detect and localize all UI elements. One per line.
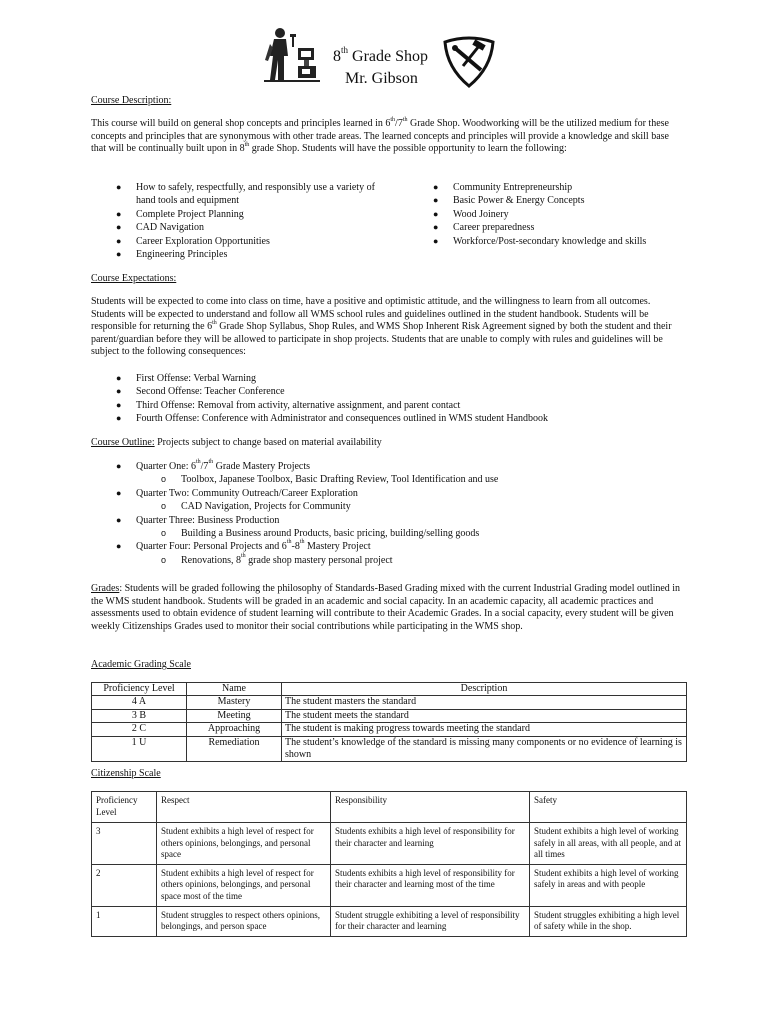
list-item: ● Quarter Two: Community Outreach/Career Exploration xyxy=(116,487,358,499)
list-item: ● Fourth Offense: Conference with Administrator and consequences outlined in WMS student Handbook xyxy=(116,413,549,425)
academic-scale-heading: Academic Grading Scale xyxy=(91,659,191,670)
list-item: ● Engineering Principles xyxy=(116,249,228,261)
course-outline-list xyxy=(116,459,696,567)
table-row: 2 Student exhibits a high level of respect for others opinions, belongings, and personal space most of the time Students exhibits a high level of responsibility for their character and learning most of the time Student exhibits a high level of working safely in areas and with people xyxy=(92,864,687,906)
list-item: ● Workforce/Post-secondary knowledge and skills xyxy=(433,235,647,247)
list-item: o Renovations, 8th grade shop mastery personal project xyxy=(161,552,393,566)
list-item: ● Third Offense: Removal from activity, alternative assignment, and parent contact xyxy=(116,399,461,411)
course-expectations-text: Students will be expected to come into class on time, have a positive and optimistic attitude, and the willingness to learn from all outcomes. Students will be expected to understand and follow all WMS school rules and guidelines outlined in the student handbook. Students will be responsible for returning the 6th Grade Shop Syllabus, Shop Rules, and WMS Shop Inherent Risk Agreement signed by both the student and their parent/guardian before they will be allowed to participate in shop projects. Students that are unable to comply with rules and guidelines will be subject to the following consequences: xyxy=(91,296,672,358)
table-row: 4 A Mastery The student masters the standard xyxy=(92,696,687,709)
table-row: 1 U Remediation The student’s knowledge of the standard is missing many components or no evidence of learning is shown xyxy=(92,736,687,762)
academic-grading-table xyxy=(91,682,687,762)
list-item: ● Wood Joinery xyxy=(433,208,509,220)
list-item: ● CAD Navigation xyxy=(116,222,205,234)
list-item: o CAD Navigation, Projects for Community xyxy=(161,501,351,513)
consequences-list xyxy=(116,372,696,426)
list-item: ● How to safely, respectfully, and responsibly use a variety of hand tools and equipment xyxy=(116,182,375,207)
course-description-text: This course will build on general shop concepts and principles learned in 6th/7th Grade Shop. Woodworking will be the utilized medium for these concepts and principles that are synonymous with other trade areas. The learned concepts and principles will provide a knowledge and skill base that will be continually built upon in 8th grade Shop. Students will have the possible opportunity to learn the following: xyxy=(91,117,669,155)
course-description-heading: Course Description: xyxy=(91,95,172,106)
worker-logo xyxy=(262,26,324,84)
list-item: ● First Offense: Verbal Warning xyxy=(116,373,257,384)
list-item: o Toolbox, Japanese Toolbox, Basic Drafting Review, Tool Identification and use xyxy=(161,474,499,486)
list-item: ● Complete Project Planning xyxy=(116,208,244,220)
learning-list-right xyxy=(433,181,693,248)
table-row: 3 B Meeting The student meets the standard xyxy=(92,709,687,722)
citizenship-scale-heading: Citizenship Scale xyxy=(91,768,161,779)
list-item: ● Career Exploration Opportunities xyxy=(116,235,270,247)
course-expectations-heading: Course Expectations: xyxy=(91,273,177,284)
table-row: 1 Student struggles to respect others opinions, belongings, and person space Student struggle exhibiting a level of responsibility for their character and learning Student struggles exhibiting a high level of safety while in the shop. xyxy=(92,906,687,936)
learning-list-left xyxy=(116,181,376,261)
list-item: ● Quarter One: 6th/7th Grade Mastery Projects xyxy=(116,459,311,472)
list-item: o Building a Business around Products, basic pricing, building/selling goods xyxy=(161,528,480,540)
list-item: ● Community Entrepreneurship xyxy=(433,182,573,193)
table-row: 2 C Approaching The student is making progress towards meeting the standard xyxy=(92,723,687,736)
citizenship-scale-table xyxy=(91,791,687,937)
teacher-name: Mr. Gibson xyxy=(345,70,418,87)
list-item: ● Second Offense: Teacher Conference xyxy=(116,386,285,398)
list-item: ● Career preparedness xyxy=(433,222,535,234)
list-item: ● Basic Power & Energy Concepts xyxy=(433,195,585,207)
table-header-row: Proficiency Level Respect Responsibility Safety xyxy=(92,792,687,823)
course-outline-heading: Course Outline: Projects subject to change based on material availability xyxy=(91,437,382,448)
grades-text: Grades: Students will be graded following the philosophy of Standards-Based Grading mixed with the current Industrial Grading model outlined in the WMS student handbook. Students will be graded in an academic and social capacity. In an academic capacity, all academic practices and assessments used to obtain evidence of student learning will contribute to their Academic Grades. In a social capacity, every student will be given weekly Citizenships Grades used to monitor their social contributions while participating in the WMS shop. xyxy=(91,583,681,632)
table-row: 3 Student exhibits a high level of respect for others opinions, belongings, and personal space Students exhibits a high level of responsibility for their character and learning Student exhibits a high level of working safely in all areas, with all people, and at all times xyxy=(92,823,687,865)
list-item: ● Quarter Four: Personal Projects and 6th-8th Mastery Project xyxy=(116,539,371,553)
page-title: 8th Grade Shop xyxy=(333,45,428,65)
tools-badge-logo xyxy=(441,36,497,88)
table-header-row: Proficiency Level Name Description xyxy=(92,683,687,696)
list-item: ● Quarter Three: Business Production xyxy=(116,514,280,526)
